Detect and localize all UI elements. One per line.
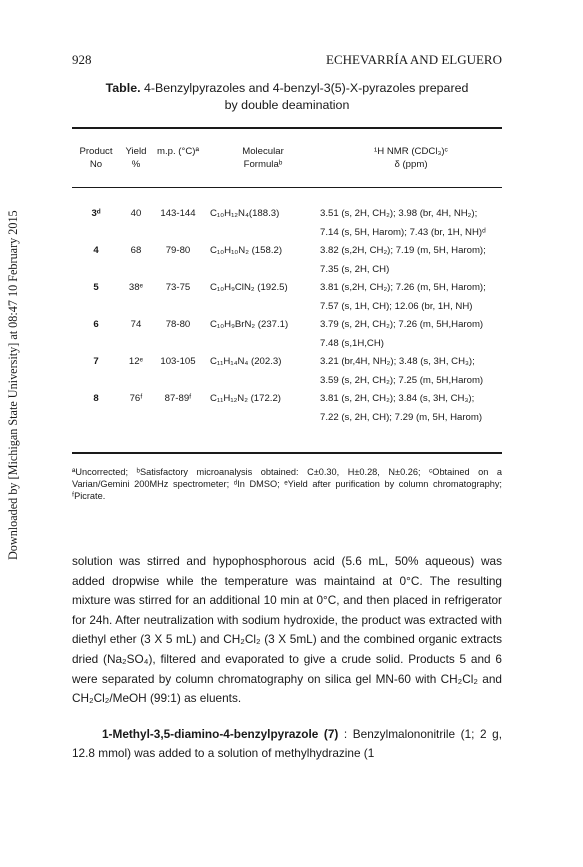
- running-head-authors: ECHEVARRÍA AND ELGUERO: [326, 52, 502, 67]
- cell-nmr: 3.81 (s,2H, CH₂); 7.26 (m, 5H, Harom); 7.57 (s, 1H, CH); 12.06 (br, 1H, NH): [320, 282, 486, 312]
- cell-formula: C₁₀H₁₀N₂ (158.2): [210, 245, 283, 256]
- cell-yield: 38ᵉ: [128, 282, 144, 293]
- cell-formula: C₁₁H₁₂N₂ (172.2): [210, 393, 282, 404]
- cell-nmr: 3.81 (s, 2H, CH₂); 3.84 (s, 3H, CH₃); 7.22 (s, 2H, CH); 7.29 (m, 5H, Harom): [320, 393, 483, 423]
- table-row: [72, 279, 502, 316]
- paragraph-procedure: solution was stirred and hypophosphorous acid (5.6 mL, 50% aqueous) was added dropwise while the temperature was maintaind at 0°C. The resulting mixture was stirred for an additional 10 min at 0°C, and then placed in refrigerator for 24h. After neutralization with sodium hydroxide, the product was extracted with diethyl ether (3 X 5 mL) and CH₂Cl₂ (3 X 5mL) and the combined organic extracts dried (Na₂SO₄), filtered and evaporated to give a crude solid. Products 5 and 6 were separated by column chromatography on silica gel MN-60 with CH₂Cl₂ and CH₂Cl₂/MeOH (99:1) as eluents.: [72, 554, 502, 706]
- cell-nmr: 3.79 (s, 2H, CH₂); 7.26 (m, 5H,Harom) 7.48 (s,1H,CH): [320, 319, 484, 349]
- cell-product: 5: [93, 282, 99, 293]
- paragraph-compound-7: [72, 725, 502, 764]
- table-header-rule: [72, 187, 502, 188]
- page-number: 928: [72, 52, 92, 67]
- cell-mp: 87-89ᶠ: [164, 393, 192, 404]
- cell-product: 3ᵈ: [91, 208, 101, 219]
- data-table: [72, 205, 502, 427]
- cell-product: 4: [93, 245, 99, 256]
- cell-mp: 103-105: [160, 356, 196, 367]
- cell-nmr: 3.51 (s, 2H, CH₂); 3.98 (br, 4H, NH₂); 7.14 (s, 5H, Harom); 7.43 (br, 1H, NH)ᵈ: [320, 208, 486, 238]
- table-header: [72, 146, 502, 171]
- cell-product: 7: [93, 356, 99, 367]
- table-caption-label: Table.: [105, 81, 141, 95]
- table-top-rule: [72, 127, 502, 129]
- table-footnote: ªUncorrected; ᵇSatisfactory microanalysis obtained: C±0.30, H±0.28, N±0.26; ᶜObtained on a Varian/Gemini 200MHz spectrometer; ᵈIn DMSO; ᵉYield after purification by column chromatography; ᶠPicrate.: [72, 467, 502, 502]
- cell-formula: C₁₀H₉BrN₂ (237.1): [210, 319, 289, 330]
- compound-heading: 1-Methyl-3,5-diamino-4-benzylpyrazole (7): [102, 726, 339, 741]
- cell-yield: 76ᶠ: [129, 393, 143, 404]
- cell-mp: 73-75: [165, 282, 191, 293]
- cell-nmr: 3.82 (s,2H, CH₂); 7.19 (m, 5H, Harom); 7.35 (s, 2H, CH): [320, 245, 486, 275]
- table-row: [72, 242, 502, 279]
- table-bottom-rule: [72, 452, 502, 454]
- table-caption-line2: by double deamination: [224, 98, 350, 112]
- header-mp: m.p. (°C)ª: [156, 146, 200, 157]
- table-caption-line1: 4-Benzylpyrazoles and 4-benzyl-3(5)-X-pyrazoles prepared: [140, 81, 469, 95]
- table-row: [72, 316, 502, 353]
- cell-yield: 68: [130, 245, 142, 256]
- header-formula: Molecular Formulaᵇ: [242, 146, 284, 170]
- cell-formula: C₁₀H₁₂N₄(188.3): [210, 208, 280, 219]
- body-text: [72, 552, 502, 764]
- cell-yield: 12ᵉ: [128, 356, 144, 367]
- cell-mp: 78-80: [165, 319, 191, 330]
- running-head: [72, 52, 502, 68]
- header-nmr: ¹H NMR (CDCl₃)ᶜ δ (ppm): [374, 146, 448, 170]
- table-caption: [72, 80, 502, 114]
- cell-product: 8: [93, 393, 99, 404]
- header-yield: Yield %: [125, 146, 147, 170]
- cell-mp: 143-144: [160, 208, 196, 219]
- cell-nmr: 3.21 (br,4H, NH₂); 3.48 (s, 3H, CH₃); 3.59 (s, 2H, CH₂); 7.25 (m, 5H,Harom): [320, 356, 484, 386]
- header-product: Product No: [79, 146, 113, 170]
- cell-formula: C₁₀H₉ClN₂ (192.5): [210, 282, 288, 293]
- table-row: [72, 390, 502, 427]
- cell-mp: 79-80: [165, 245, 191, 256]
- download-watermark: Downloaded by [Michigan State University] at 08:47 10 February 2015: [6, 210, 20, 560]
- table-row: [72, 353, 502, 390]
- cell-yield: 74: [130, 319, 142, 330]
- cell-yield: 40: [130, 208, 142, 219]
- cell-product: 6: [93, 319, 99, 330]
- compound-text: : Benzylmalononitrile (1; 2 g, 12.8 mmol) was added to a solution of methylhydrazine (1: [72, 726, 502, 761]
- table-row: [72, 205, 502, 242]
- cell-formula: C₁₁H₁₄N₄ (202.3): [210, 356, 282, 367]
